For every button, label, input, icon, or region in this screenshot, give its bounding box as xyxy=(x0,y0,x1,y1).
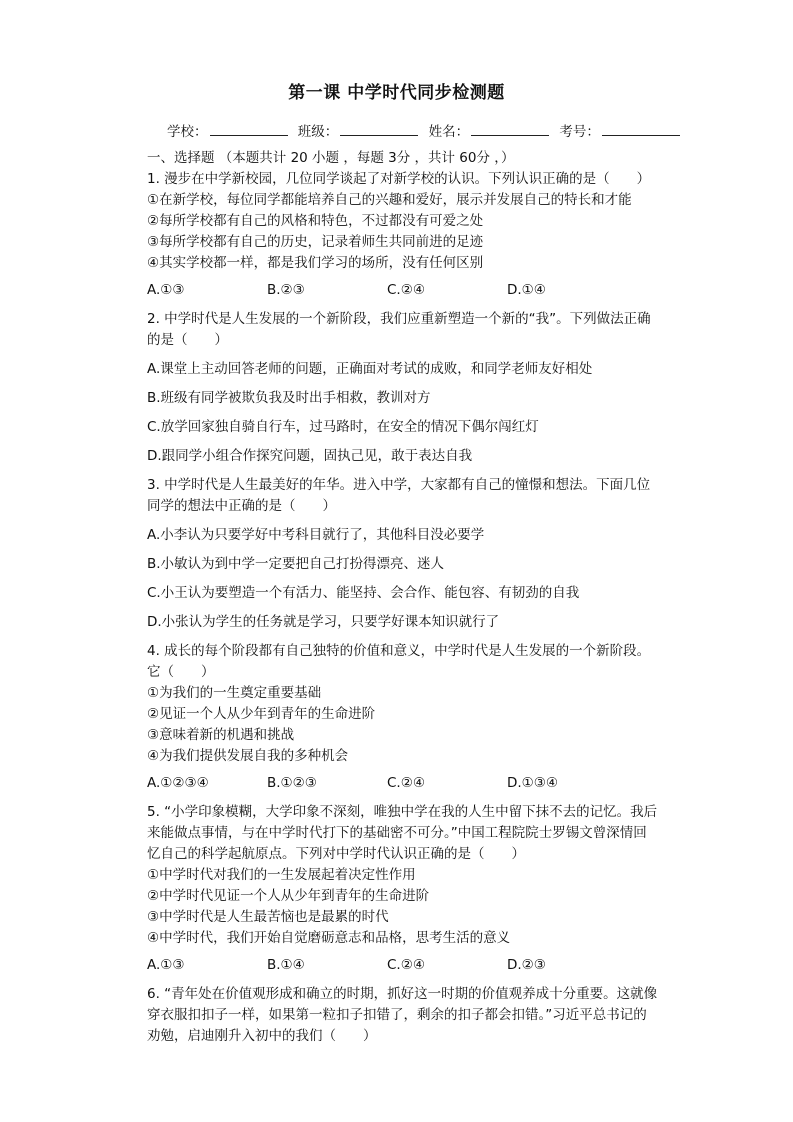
school-label: 学校： xyxy=(167,124,208,140)
question-2 xyxy=(147,309,677,467)
choice-b: B.小敏认为到中学一定要把自己打扮得漂亮、迷人 xyxy=(147,556,445,572)
class-label: 班级： xyxy=(297,124,339,140)
name-blank xyxy=(471,123,549,136)
statement-item: ②中学时代见证一个人从少年到青年的生命进阶 xyxy=(147,888,430,904)
name-label: 姓名： xyxy=(428,124,470,140)
exam-number-blank xyxy=(602,123,680,136)
choice-d: D.小张认为学生的任务就是学习，只要学好课本知识就行了 xyxy=(147,614,500,630)
option-d: D.②③ xyxy=(507,957,546,973)
statement-item: ①中学时代对我们的一生发展起着决定性作用 xyxy=(147,867,416,883)
option-c: C.②④ xyxy=(387,775,425,791)
question-stem: 3. 中学时代是人生最美好的年华。进入中学，大家都有自己的憧憬和想法。下面几位 xyxy=(147,477,651,493)
question-content xyxy=(147,148,677,1047)
option-d: D.①④ xyxy=(507,282,546,298)
page-title: 第一课 中学时代同步检测题 xyxy=(288,83,505,103)
class-blank xyxy=(340,123,418,136)
question-stem: 4. 成长的每个阶段都有自己独特的价值和意义，中学时代是人生发展的一个新阶段。 xyxy=(147,643,651,659)
answer-options xyxy=(147,773,677,794)
question-stem: 来能做点事情，与在中学时代打下的基础密不可分。”中国工程院院士罗锡文曾深情回 xyxy=(147,825,647,841)
statement-item: ①在新学校，每位同学都能培养自己的兴趣和爱好，展示并发展自己的特长和才能 xyxy=(147,192,632,208)
exam-number-label: 考号： xyxy=(559,124,600,140)
choice-d: D.跟同学小组合作探究问题，固执己见，敢于表达自我 xyxy=(147,448,473,464)
statement-item: ③意味着新的机遇和挑战 xyxy=(147,727,295,743)
statement-item: ②见证一个人从少年到青年的生命进阶 xyxy=(147,706,376,722)
option-c: C.②④ xyxy=(387,957,425,973)
school-blank xyxy=(210,123,288,136)
answer-options xyxy=(147,955,677,976)
question-stem: 同学的想法中正确的是（ ） xyxy=(147,498,336,514)
statement-item: ④其实学校都一样，都是我们学习的场所，没有任何区别 xyxy=(147,255,484,271)
statement-item: ③中学时代是人生最苦恼也是最累的时代 xyxy=(147,909,389,925)
answer-options xyxy=(147,280,677,301)
choice-b: B.班级有同学被欺负我及时出手相救，教训对方 xyxy=(147,390,431,406)
option-a: A.①③ xyxy=(147,957,185,973)
option-c: C.②④ xyxy=(387,282,425,298)
question-stem: 劝勉，启迪刚升入初中的我们（ ） xyxy=(147,1028,377,1044)
statement-item: ①为我们的一生奠定重要基础 xyxy=(147,685,322,701)
question-stem: 2. 中学时代是人生发展的一个新阶段，我们应重新塑造一个新的“我”。下列做法正确 xyxy=(147,311,651,327)
question-3 xyxy=(147,475,677,633)
choice-a: A.小李认为只要学好中考科目就行了，其他科目没必要学 xyxy=(147,527,485,543)
question-stem: 1. 漫步在中学新校园，几位同学谈起了对新学校的认识。下列认识正确的是（ ） xyxy=(147,171,651,187)
question-4 xyxy=(147,641,677,794)
option-d: D.①③④ xyxy=(507,775,558,791)
question-stem: 穿衣服扣扣子一样，如果第一粒扣子扣错了，剩余的扣子都会扣错。”习近平总书记的 xyxy=(147,1007,647,1023)
choice-a: A.课堂上主动回答老师的问题，正确面对考试的成败，和同学老师友好相处 xyxy=(147,361,593,377)
choice-c: C.放学回家独自骑自行车，过马路时，在安全的情况下偶尔闯红灯 xyxy=(147,419,539,435)
option-b: B.①④ xyxy=(267,957,305,973)
student-info-row xyxy=(167,120,686,140)
section-heading: 一、选择题 （本题共计 20 小题 ，每题 3分 ，共计 60分 ，） xyxy=(147,150,515,166)
question-6 xyxy=(147,984,677,1047)
statement-item: ④中学时代，我们开始自觉磨砺意志和品格，思考生活的意义 xyxy=(147,930,511,946)
option-a: A.①③ xyxy=(147,282,185,298)
choice-c: C.小王认为要塑造一个有活力、能坚持、会合作、能包容、有韧劲的自我 xyxy=(147,585,580,601)
question-stem: 它（ ） xyxy=(147,664,215,680)
question-stem: 6. “青年处在价值观形成和确立的时期，抓好这一时期的价值观养成十分重要。这就像 xyxy=(147,986,658,1002)
option-a: A.①②③④ xyxy=(147,775,209,791)
question-stem: 忆自己的科学起航原点。下列对中学时代认识正确的是（ ） xyxy=(147,846,525,862)
question-5 xyxy=(147,802,677,976)
statement-item: ④为我们提供发展自我的多种机会 xyxy=(147,748,349,764)
statement-item: ③每所学校都有自己的历史，记录着师生共同前进的足迹 xyxy=(147,234,484,250)
option-b: B.②③ xyxy=(267,282,305,298)
question-stem: 的是（ ） xyxy=(147,332,228,348)
statement-item: ②每所学校都有自己的风格和特色，不过都没有可爱之处 xyxy=(147,213,484,229)
question-stem: 5. “小学印象模糊，大学印象不深刻，唯独中学在我的人生中留下抹不去的记忆。我后 xyxy=(147,804,658,820)
option-b: B.①②③ xyxy=(267,775,317,791)
question-1 xyxy=(147,169,677,301)
